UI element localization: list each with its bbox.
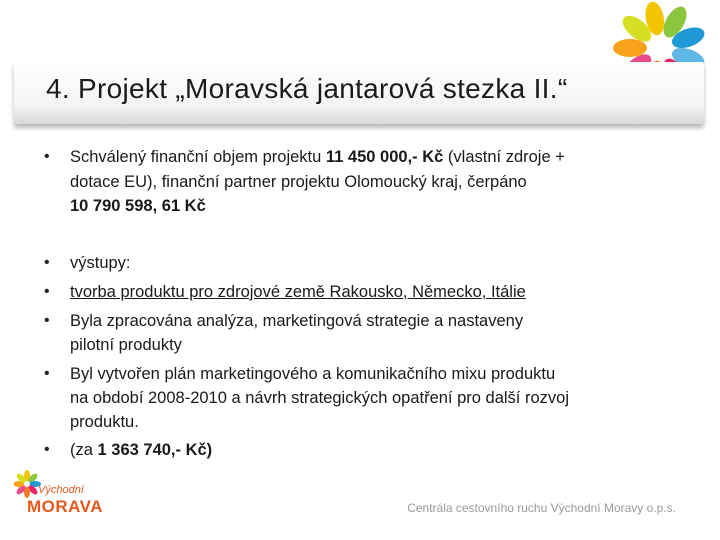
amount-cost: 1 363 740,- Kč)	[97, 441, 213, 459]
amount-drawn: 10 790 598, 61 Kč	[70, 197, 206, 215]
logo-text-big: MORAVA	[27, 497, 104, 516]
text-segment: (vlastní zdroje +	[443, 148, 565, 166]
item-plan-line-2: na období 2008-2010 a návrh strategických opatření pro další rozvoj	[70, 389, 569, 407]
text-segment: (za	[70, 441, 98, 459]
amount-total: 11 450 000,- Kč	[325, 148, 444, 166]
bullet-6: •	[44, 441, 50, 458]
item-product-creation: tvorba produktu pro zdrojové země Rakousko, Německo, Itálie	[70, 283, 526, 301]
item-analysis-line-1: Byla zpracována analýza, marketingová strategie a nastaveny	[70, 312, 524, 330]
item-plan-line-3: produktu.	[70, 413, 139, 431]
bullet-2: •	[44, 254, 50, 271]
footer-text: Centrála cestovního ruchu Východní Moravy o.p.s.	[407, 501, 676, 515]
text-segment: Schválený finanční objem projektu	[70, 148, 326, 166]
bullet-4: •	[44, 312, 50, 329]
item-analysis-line-2: pilotní produkty	[70, 336, 182, 354]
bullet-5: •	[44, 365, 50, 382]
bullet-1: •	[44, 148, 50, 165]
item-cost	[70, 440, 212, 460]
page-title: 4. Projekt „Moravská jantarová stezka II.“	[46, 73, 568, 104]
item-outputs: výstupy:	[70, 254, 131, 272]
logo-text-small: Východní	[38, 484, 84, 496]
paragraph-1-line-2: dotace EU), finanční partner projektu Olomoucký kraj, čerpáno	[70, 173, 527, 191]
paragraph-1-line-1	[70, 147, 565, 167]
bullet-3: •	[44, 283, 50, 300]
item-plan-line-1: Byl vytvořen plán marketingového a komunikačního mixu produktu	[70, 365, 556, 383]
